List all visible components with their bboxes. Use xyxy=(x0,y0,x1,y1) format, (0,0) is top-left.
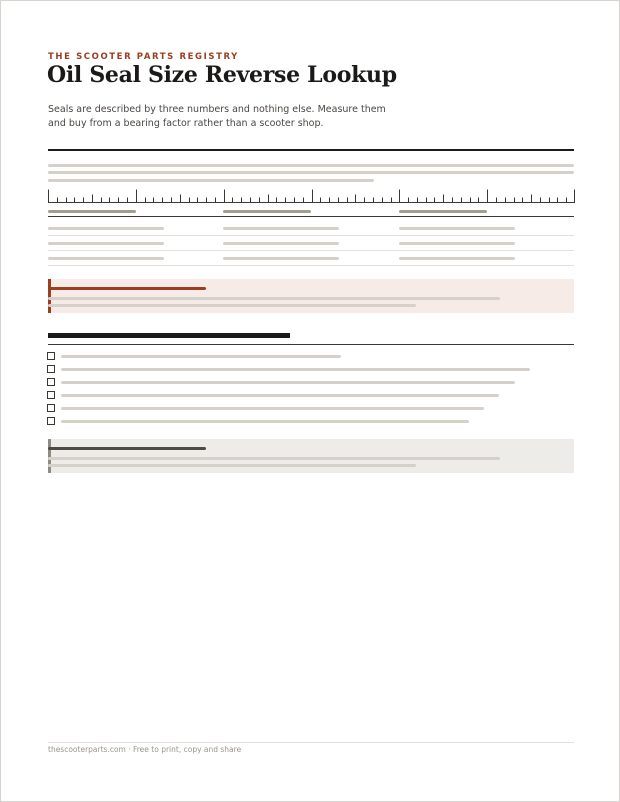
table-cell xyxy=(48,227,164,230)
callout-accent-bar xyxy=(48,279,51,313)
table-cell xyxy=(48,242,164,245)
table-header-rule xyxy=(48,216,574,217)
table-row-divider xyxy=(48,235,574,236)
checklist-text xyxy=(61,420,469,423)
checklist-text xyxy=(61,355,341,358)
callout-neutral-bar xyxy=(48,439,51,473)
publisher-eyebrow: THE SCOOTER PARTS REGISTRY xyxy=(48,52,239,62)
table-cell xyxy=(399,257,515,260)
table-cell xyxy=(399,242,515,245)
callout-text-line xyxy=(48,457,500,460)
callout-panel-neutral xyxy=(48,439,574,473)
table-header-cell xyxy=(399,210,487,213)
text-line xyxy=(48,179,374,182)
checklist-text xyxy=(61,407,484,410)
footer-text: thescooterparts.com · Free to print, copy and share xyxy=(48,745,242,754)
checkbox-icon[interactable] xyxy=(47,378,55,386)
checkbox-icon[interactable] xyxy=(47,404,55,412)
text-line xyxy=(48,171,574,174)
table-row-divider xyxy=(48,250,574,251)
checkbox-icon[interactable] xyxy=(47,391,55,399)
checklist-text xyxy=(61,394,499,397)
text-line xyxy=(48,164,574,167)
callout-panel-accent xyxy=(48,279,574,313)
section-rule xyxy=(48,149,574,151)
callout-text-line xyxy=(48,304,416,307)
table-cell xyxy=(223,257,339,260)
table-cell xyxy=(223,242,339,245)
checklist-text xyxy=(61,381,515,384)
table-header-cell xyxy=(48,210,136,213)
callout-heading xyxy=(48,287,206,290)
footer-rule xyxy=(48,742,574,743)
checkbox-icon[interactable] xyxy=(47,352,55,360)
measurement-ruler xyxy=(48,187,575,203)
table-cell xyxy=(223,227,339,230)
table-cell xyxy=(399,227,515,230)
callout-text-line xyxy=(48,464,416,467)
checkbox-icon[interactable] xyxy=(47,365,55,373)
table-row-divider xyxy=(48,265,574,266)
callout-heading xyxy=(48,447,206,450)
table-cell xyxy=(48,257,164,260)
intro-paragraph: Seals are described by three numbers and nothing else. Measure them and buy from a bearing factor rather than a scooter shop. xyxy=(48,104,386,129)
checklist-heading xyxy=(48,333,290,338)
page-title: Oil Seal Size Reverse Lookup xyxy=(47,62,397,88)
checklist-text xyxy=(61,368,530,371)
checkbox-icon[interactable] xyxy=(47,417,55,425)
table-header-cell xyxy=(223,210,311,213)
callout-text-line xyxy=(48,297,500,300)
checklist-rule xyxy=(48,344,574,345)
